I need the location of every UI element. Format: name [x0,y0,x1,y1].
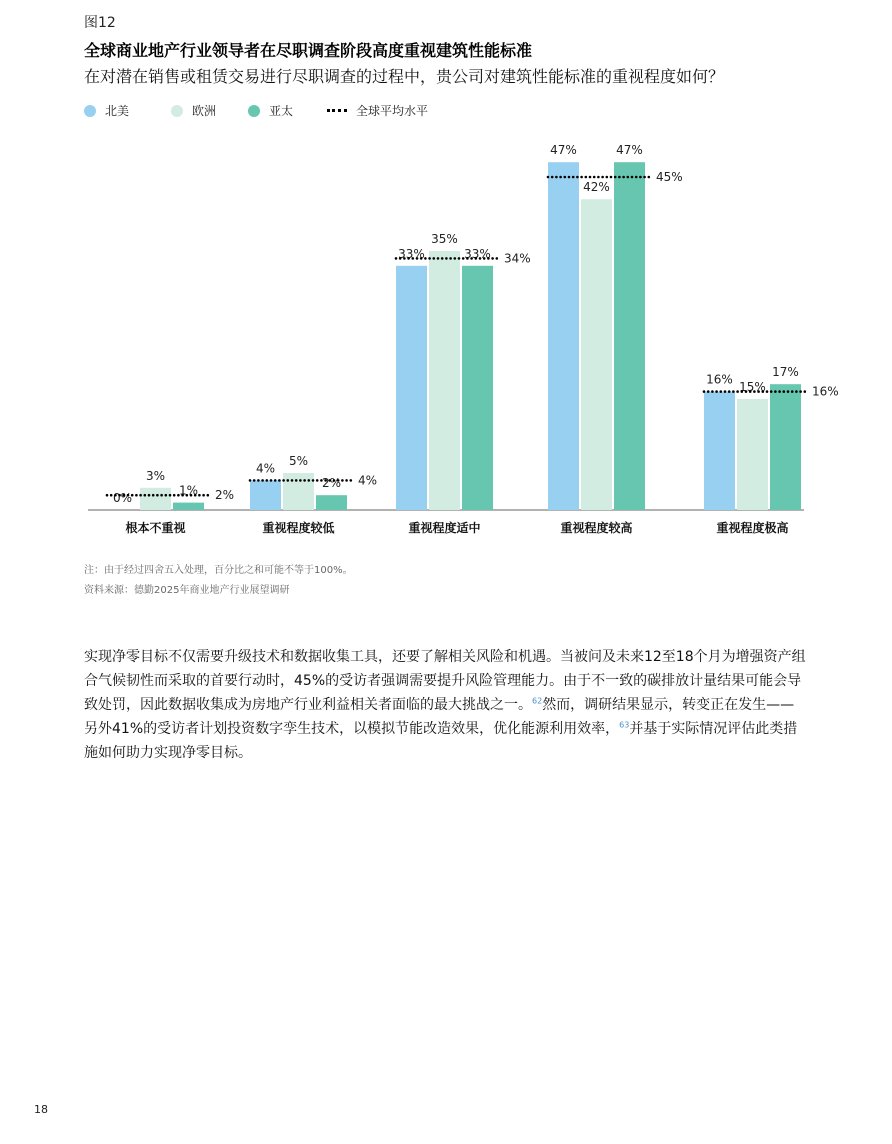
chart-source: 资料来源：德勤2025年商业地产行业展望调研 [84,585,290,596]
x-tick-label-3: 重视程度适中 [408,521,481,535]
chart-note: 注：由于经过四舍五入处理，百分比之和可能不等于100%。 [84,565,353,576]
legend-label-europe: 欧洲 [192,104,217,118]
global-average-label-4: 45% [656,170,683,184]
bar-asia-pacific-5 [770,384,801,510]
page-number: 18 [34,1103,48,1116]
x-tick-label-5: 重视程度极高 [716,521,789,535]
chart-title: 全球商业地产行业领导者在尽职调查阶段高度重视建筑性能标准 [84,41,533,60]
legend-label-global-average: 全球平均水平 [356,104,429,118]
legend-item-asia-pacific [248,102,293,119]
global-average-label-3: 34% [504,251,531,266]
data-label-asia-pacific-3: 33% [464,246,491,261]
x-tick-label-2: 重视程度较低 [262,521,335,535]
data-label-asia-pacific-2: 2% [321,476,342,491]
bar-asia-pacific-4 [614,162,645,510]
data-label-north-america-4: 47% [550,143,577,158]
bar-europe-3 [429,251,460,510]
data-label-asia-pacific-1: 1% [178,483,199,498]
global-average-label-5: 16% [812,384,839,399]
bar-asia-pacific-3 [462,266,493,510]
legend-swatch-asia-pacific [248,105,260,117]
bar-chart [0,130,892,550]
bar-north-america-5 [704,392,735,510]
bar-europe-2 [283,473,314,510]
global-average-label-1: 2% [215,488,235,503]
bar-asia-pacific-1 [173,503,204,510]
footnote-ref-62[interactable]: 62 [532,696,543,706]
body-text-part-1: 实现净零目标不仅需要升级技术和数据收集工具，还要了解相关风险和机遇。当被问及未来12至18个月为增强资产组合气候韧性而采取的首要行动时，45%的受访者强调需要提升风险管理能力。由于不一致的碳排放计量结果可能会导致处罚，因此数据收集成为房地产行业利益相关者面临的最大挑战之一。 [84,649,806,713]
x-tick-label-1: 根本不重视 [125,521,186,535]
chart-subtitle: 在对潜在销售或租赁交易进行尽职调查的过程中，贵公司对建筑性能标准的重视程度如何？ [84,67,725,86]
chart-legend [84,102,454,119]
data-label-asia-pacific-4: 47% [616,143,643,158]
legend-item-north-america [84,102,129,119]
bar-europe-5 [737,399,768,510]
legend-swatch-global-average [327,109,347,112]
footnote-ref-63[interactable]: 63 [619,720,630,730]
body-text-part-2: 然而，调研结果显示，转变正在发生——另外41%的受访者计划投资数字孪生技术，以模拟节能改造效果，优化能源利用效率， [84,697,795,737]
figure-label: 图12 [84,15,116,31]
body-text-part-3: 并基于实际情况评估此类措施如何助力实现净零目标。 [84,721,798,761]
bar-north-america-4 [548,162,579,510]
data-label-europe-5: 15% [739,380,766,394]
data-label-europe-4: 42% [583,180,610,195]
data-label-asia-pacific-5: 17% [772,365,799,380]
data-label-north-america-2: 4% [255,461,276,476]
bar-north-america-3 [396,266,427,510]
data-label-north-america-5: 16% [706,372,733,387]
data-label-north-america-1: 0% [112,491,133,505]
bar-europe-4 [581,199,612,510]
legend-item-global-average [327,102,428,119]
legend-label-north-america: 北美 [105,104,130,118]
x-tick-label-4: 重视程度较高 [560,521,633,535]
legend-label-asia-pacific: 亚太 [269,104,294,118]
data-label-europe-2: 5% [288,454,309,468]
data-label-europe-3: 35% [431,232,458,246]
data-label-north-america-3: 33% [398,246,425,261]
legend-item-europe [171,102,216,119]
data-label-europe-1: 3% [145,468,166,483]
bar-asia-pacific-2 [316,495,347,510]
legend-swatch-north-america [84,105,96,117]
body-paragraph [84,645,808,765]
legend-swatch-europe [171,105,183,117]
bar-europe-1 [140,488,171,510]
global-average-label-2: 4% [358,473,378,488]
bar-north-america-2 [250,480,281,510]
